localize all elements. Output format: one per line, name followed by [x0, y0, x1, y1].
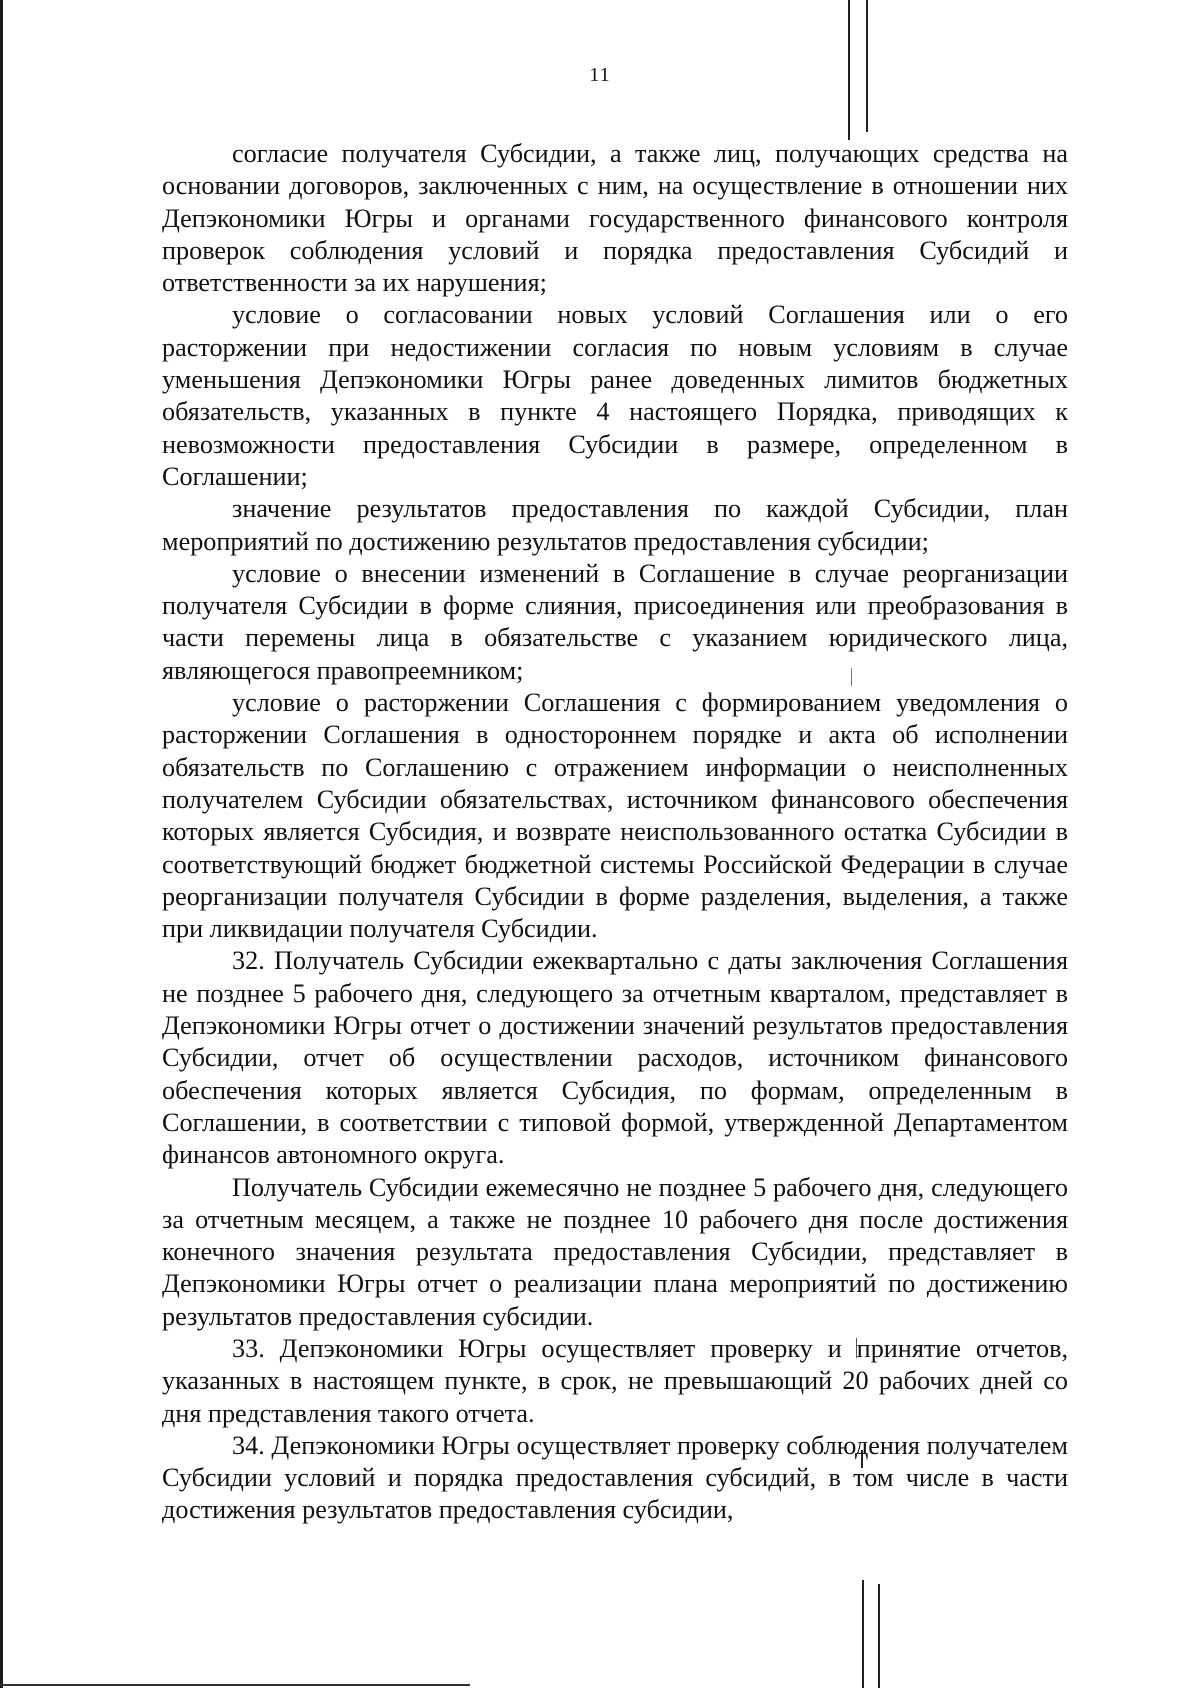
paragraph: Получатель Субсидии ежемесячно не позднее 5 рабочего дня, следующего за отчетным месяцем, а также не позднее 10 рабочего дня после достижения конечного значения результата предоставления Субсидии, представляет в Депэкономики Югры отчет о реализации плана мероприятий по достижению результатов предоставления субсидии. — [162, 1172, 1068, 1331]
paragraph: условие о расторжении Соглашения с формированием уведомления о расторжении Соглашения в одностороннем порядке и акта об исполнении обязательств по Соглашению с отражением информации о неисполненных получателем Субсидии обязательствах, источником финансового обеспечения которых является Субсидия, и возврате неиспользованного остатка Субсидии в соответствующий бюджет бюджетной системы Российской Федерации в случае реорганизации получателя Субсидии в форме разделения, выделения, а также при ликвидации получателя Субсидии. — [162, 688, 1068, 944]
paragraph: 33. Депэкономики Югры осуществляет проверку и принятие отчетов, указанных в настоящем пункте, в срок, не превышающий 20 рабочих дней со дня представления такого отчета. — [162, 1333, 1068, 1428]
paragraph: 32. Получатель Субсидии ежеквартально с даты заключения Соглашения не позднее 5 рабочего дня, следующего за отчетным кварталом, представляет в Депэкономики Югры отчет о достижении значений результатов предоставления Субсидии, отчет об осуществлении расходов, источником финансового обеспечения которых является Субсидия, по формам, определенным в Соглашении, в соответствии с типовой формой, утвержденной Департаментом финансов автономного округа. — [162, 946, 1068, 1170]
binding-line — [862, 1580, 864, 1688]
paragraph: согласие получателя Субсидии, а также лиц, получающих средства на основании договоров, заключенных с ним, на осуществление в отношении них Депэкономики Югры и органами государственного финансового контроля проверок соблюдения условий и порядка предоставления Субсидий и ответственности за их нарушения; — [162, 139, 1068, 298]
paragraph: условие о согласовании новых условий Соглашения или о его расторжении при недостижении согласия по новым условиям в случае уменьшения Депэкономики Югры ранее доведенных лимитов бюджетных обязательств, указанных в пункте 4 настоящего Порядка, приводящих к невозможности предоставления Субсидии в размере, определенном в Соглашении; — [162, 300, 1068, 491]
paragraph: значение результатов предоставления по каждой Субсидии, план мероприятий по достижению результатов предоставления субсидии; — [162, 494, 1068, 556]
scan-edge-bottom — [0, 1684, 470, 1686]
paragraph: условие о внесении изменений в Соглашение в случае реорганизации получателя Субсидии в форме слияния, присоединения или преобразования в части перемены лица в обязательстве с указанием юридического лица, являющегося правопреемником; — [162, 558, 1068, 685]
scan-edge-left — [0, 0, 3, 1688]
document-body — [162, 138, 1068, 1527]
binding-line — [878, 1584, 880, 1688]
page-number: 11 — [589, 64, 611, 86]
paragraph: 34. Депэкономики Югры осуществляет проверку соблюдения получателем Субсидии условий и порядка предоставления субсидий, в том числе в части достижения результатов предоставления субсидии, — [162, 1430, 1068, 1525]
